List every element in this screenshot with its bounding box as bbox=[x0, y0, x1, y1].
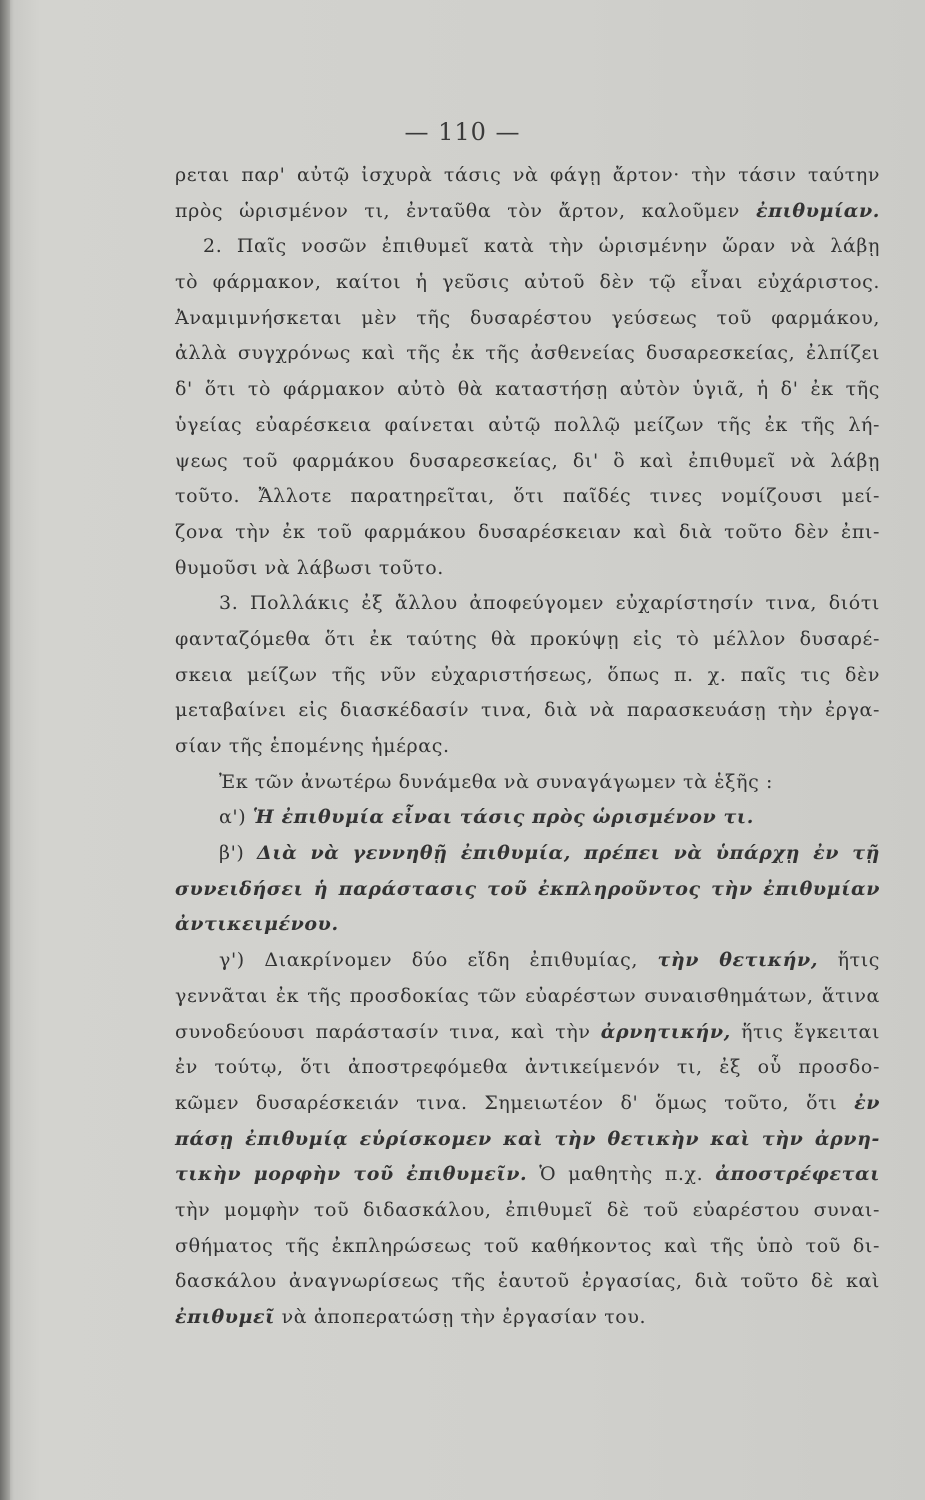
emphasis-term: ἐπιθυμίαν. bbox=[755, 199, 880, 222]
text-line: ἐν τούτῳ, ὅτι ἀποστρεφόμεθα ἀντικείμενόν τι, ἐξ οὗ προσδο- bbox=[175, 1056, 880, 1079]
text-line: συνοδεύουσι παράστασίν τινα, καὶ τὴν ἀρνητικήν, ἥτις ἔγκειται bbox=[175, 1020, 880, 1043]
emphasis-term: ἐν bbox=[854, 1091, 880, 1114]
text-line: κῶμεν δυσαρέσκειάν τινα. Σημειωτέον δ' ὅμως τοῦτο, ὅτι ἐν bbox=[175, 1091, 880, 1114]
text-line: γ') Διακρίνομεν δύο εἴδη ἐπιθυμίας, τὴν θετικήν, ἥτις bbox=[219, 949, 880, 972]
text-line: 2. Παῖς νοσῶν ἐπιθυμεῖ κατὰ τὴν ὡρισμένην ὥραν νὰ λάβῃ bbox=[203, 235, 880, 258]
text-line: συνειδήσει ἡ παράστασις τοῦ ἐκπληροῦντος τὴν ἐπιθυμίαν bbox=[175, 877, 880, 900]
emphasis-term: ἀποστρέφεται bbox=[715, 1163, 880, 1186]
emphasis-term: Διὰ νὰ γεννηθῇ ἐπιθυμία, πρέπει νὰ ὑπάρχῃ ἐν τῇ bbox=[256, 842, 880, 865]
text-line: σθήματος τῆς ἐκπληρώσεως τοῦ καθήκοντος καὶ τῆς ὑπὸ τοῦ δι- bbox=[175, 1234, 880, 1257]
text-line: δ' ὅτι τὸ φάρμακον αὐτὸ θὰ καταστήσῃ αὐτὸν ὑγιᾶ, ἡ δ' ἐκ τῆς bbox=[175, 378, 880, 401]
text-line: ἀλλὰ συγχρόνως καὶ τῆς ἐκ τῆς ἀσθενείας δυσαρεσκείας, ἐλπίζει bbox=[175, 342, 880, 365]
text-line: τὴν μομφὴν τοῦ διδασκάλου, ἐπιθυμεῖ δὲ τοῦ εὐαρέστου συναι- bbox=[175, 1198, 880, 1221]
page-spine-shadow bbox=[0, 0, 10, 1500]
text-line: α') Ἡ ἐπιθυμία εἶναι τάσις πρὸς ὡρισμένον τι. bbox=[219, 806, 754, 829]
emphasis-term: τὴν θετικήν, bbox=[657, 949, 819, 972]
text-line: ἀντικειμένου. bbox=[175, 913, 339, 936]
text-line: πάσῃ ἐπιθυμίᾳ εὑρίσκομεν καὶ τὴν θετικὴν καὶ τὴν ἀρνη- bbox=[175, 1127, 880, 1150]
text-line: πρὸς ὡρισμένον τι, ἐνταῦθα τὸν ἄρτον, καλοῦμεν ἐπιθυμίαν. bbox=[175, 199, 880, 222]
text-line: φανταζόμεθα ὅτι ἐκ ταύτης θὰ προκύψῃ εἰς τὸ μέλλον δυσαρέ- bbox=[175, 627, 880, 650]
emphasis-term: ἐπιθυμεῖ bbox=[175, 1306, 275, 1328]
text-line: τὸ φάρμακον, καίτοι ἡ γεῦσις αὐτοῦ δὲν τῷ εἶναι εὐχάριστος. bbox=[175, 271, 880, 294]
text-line: σκεια μείζων τῆς νῦν εὐχαριστήσεως, ὅπως π. χ. παῖς τις δὲν bbox=[175, 663, 880, 686]
emphasis-term: τικὴν μορφὴν τοῦ ἐπιθυμεῖν. bbox=[175, 1163, 528, 1186]
text-line: ἐπιθυμεῖ νὰ ἀποπερατώσῃ τὴν ἐργασίαν του. bbox=[175, 1306, 647, 1328]
text-line: ζονα τὴν ἐκ τοῦ φαρμάκου δυσαρέσκειαν καὶ διὰ τοῦτο δὲν ἐπι- bbox=[175, 520, 880, 543]
text-line: δασκάλου ἀναγνωρίσεως τῆς ἑαυτοῦ ἐργασίας, διὰ τοῦτο δὲ καὶ bbox=[175, 1270, 880, 1293]
text-line: γεννᾶται ἐκ τῆς προσδοκίας τῶν εὐαρέστων συναισθημάτων, ἅτινα bbox=[175, 984, 880, 1007]
body-text bbox=[175, 158, 880, 1336]
page-number-header: — 110 — bbox=[404, 118, 521, 146]
text-line: ψεως τοῦ φαρμάκου δυσαρεσκείας, δι' ὃ καὶ ἐπιθυμεῖ νὰ λάβῃ bbox=[175, 449, 880, 472]
text-line: 3. Πολλάκις ἐξ ἄλλου ἀποφεύγομεν εὐχαρίστησίν τινα, διότι bbox=[219, 592, 880, 615]
emphasis-term: ἀρνητικήν, bbox=[600, 1020, 731, 1043]
text-line: σίαν τῆς ἑπομένης ἡμέρας. bbox=[175, 735, 450, 757]
text-line: τοῦτο. Ἄλλοτε παρατηρεῖται, ὅτι παῖδές τινες νομίζουσι μεί- bbox=[175, 485, 880, 508]
emphasis-term: Ἡ ἐπιθυμία εἶναι τάσις πρὸς ὡρισμένον τι. bbox=[252, 806, 754, 829]
text-line: Ἐκ τῶν ἀνωτέρω δυνάμεθα νὰ συναγάγωμεν τὰ ἑξῆς : bbox=[219, 770, 773, 793]
text-line: μεταβαίνει εἰς διασκέδασίν τινα, διὰ νὰ παρασκευάσῃ τὴν ἐργα- bbox=[175, 699, 880, 722]
text-line: ρεται παρ' αὐτῷ ἰσχυρὰ τάσις νὰ φάγῃ ἄρτον· τὴν τάσιν ταύτην bbox=[175, 164, 880, 186]
text-line: Ἀναμιμνήσκεται μὲν τῆς δυσαρέστου γεύσεως τοῦ φαρμάκου, bbox=[175, 306, 880, 329]
text-line: β') Διὰ νὰ γεννηθῇ ἐπιθυμία, πρέπει νὰ ὑπάρχῃ ἐν τῇ bbox=[219, 842, 880, 865]
text-line: θυμοῦσι νὰ λάβωσι τοῦτο. bbox=[175, 556, 444, 579]
text-line: τικὴν μορφὴν τοῦ ἐπιθυμεῖν. Ὁ μαθητὴς π.χ. ἀποστρέφεται bbox=[175, 1163, 880, 1186]
text-line: ὑγείας εὐαρέσκεια φαίνεται αὐτῷ πολλῷ μείζων τῆς ἐκ τῆς λή- bbox=[175, 413, 880, 436]
